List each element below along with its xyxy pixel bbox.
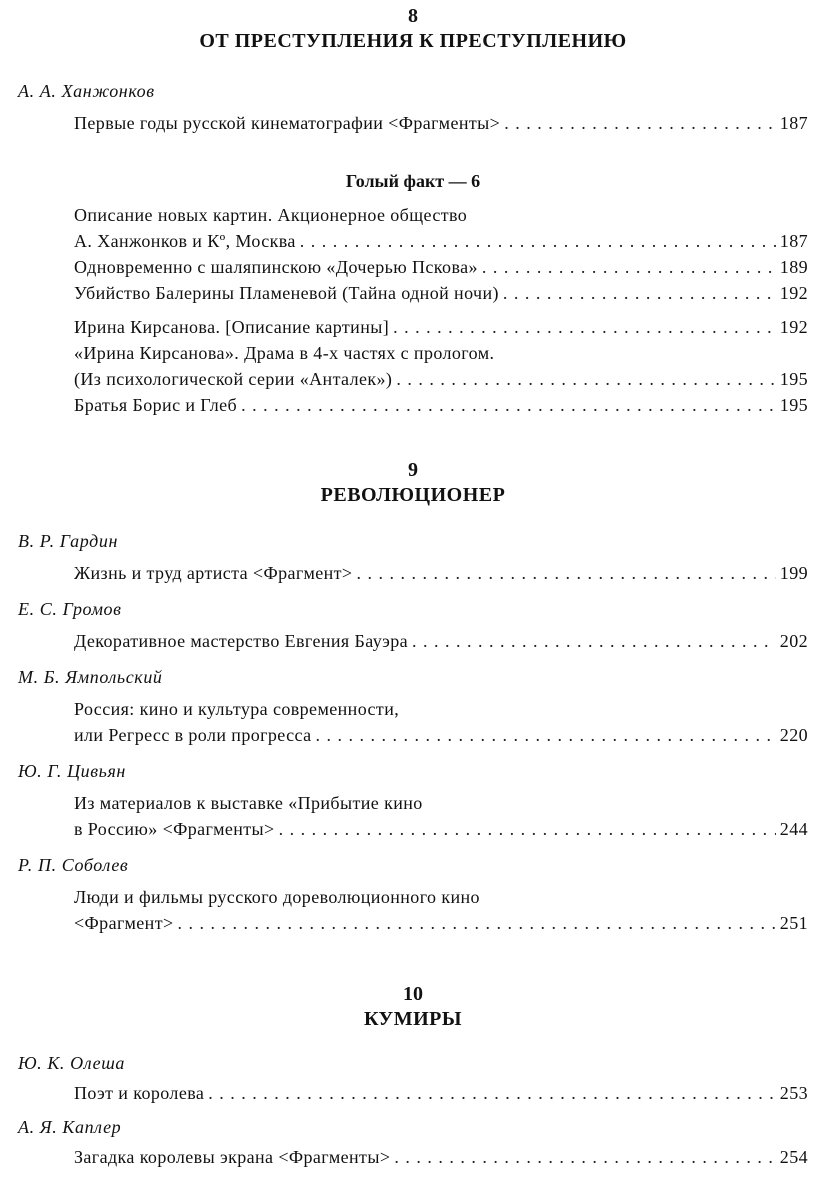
entry-title: Поэт и королева: [74, 1083, 205, 1103]
section-number: 10: [403, 983, 423, 1005]
section-8: [18, 4, 808, 54]
leader-dots: [178, 910, 776, 936]
table-of-contents-page: [18, 0, 808, 1178]
page-number: 189: [779, 257, 808, 277]
author-name: М. Б. Ямпольский: [18, 667, 163, 687]
toc-entry[interactable]: [74, 202, 808, 254]
toc-entry[interactable]: [74, 696, 808, 748]
entry-title: Одновременно с шаляпинскою «Дочерью Пскова»: [74, 257, 478, 277]
author-group: [18, 758, 808, 842]
leader-dots: [316, 722, 776, 748]
page-number: 195: [779, 395, 808, 415]
entry-title: Братья Борис и Глеб: [74, 395, 238, 415]
leader-dots: [208, 1080, 776, 1106]
toc-entry[interactable]: [74, 392, 808, 418]
author-group: [18, 1114, 808, 1170]
leader-dots: [394, 1144, 775, 1170]
entry-title-line: Россия: кино и культура современности,: [74, 699, 400, 719]
section-number: 9: [408, 459, 418, 481]
author-group: [18, 596, 808, 654]
section-title: ОТ ПРЕСТУПЛЕНИЯ К ПРЕСТУПЛЕНИЮ: [199, 30, 627, 52]
page-number: 254: [779, 1147, 808, 1167]
leader-dots: [503, 280, 776, 306]
author-name: В. Р. Гардин: [18, 531, 118, 551]
entry-title: Первые годы русской кинематографии <Фрагменты>: [74, 113, 501, 133]
leader-dots: [396, 366, 775, 392]
toc-entry[interactable]: [74, 628, 808, 654]
author-name: Ю. Г. Цивьян: [18, 761, 126, 781]
subsection-title: Голый факт — 6: [345, 171, 481, 191]
entry-title: Жизнь и труд артиста <Фрагмент>: [74, 563, 353, 583]
author-name: А. Я. Каплер: [18, 1117, 122, 1137]
author-name: Е. С. Громов: [18, 599, 122, 619]
toc-entry[interactable]: [74, 110, 808, 136]
section-9: [18, 458, 808, 508]
leader-dots: [279, 816, 776, 842]
section-number: 8: [408, 5, 418, 27]
entry-title-line: «Ирина Кирсанова». Драма в 4-х частях с прологом.: [74, 343, 495, 363]
entry-title: А. Ханжонков и Кº, Москва: [74, 231, 296, 251]
page-number: 195: [779, 369, 808, 389]
entry-title-line: Описание новых картин. Акционерное общество: [74, 205, 468, 225]
entry-title: (Из психологической серии «Анталек»): [74, 369, 393, 389]
leader-dots: [412, 628, 776, 654]
page-number: 192: [779, 283, 808, 303]
entry-title: Убийство Балерины Пламеневой (Тайна одной ночи): [74, 283, 499, 303]
page-number: 192: [779, 317, 808, 337]
entry-title: в Россию» <Фрагменты>: [74, 819, 275, 839]
toc-entry[interactable]: [74, 790, 808, 842]
subsection: [18, 168, 808, 194]
author-name: А. А. Ханжонков: [18, 81, 155, 101]
leader-dots: [393, 314, 776, 340]
author-group: [18, 1050, 808, 1106]
page-number: 244: [779, 819, 808, 839]
toc-entry[interactable]: [74, 1144, 808, 1170]
leader-dots: [241, 392, 776, 418]
section-title: РЕВОЛЮЦИОНЕР: [320, 484, 506, 506]
page-number: 202: [779, 631, 808, 651]
toc-entry[interactable]: [74, 254, 808, 280]
leader-dots: [300, 228, 776, 254]
toc-entry[interactable]: [74, 560, 808, 586]
author-name: Р. П. Соболев: [18, 855, 129, 875]
entry-title: <Фрагмент>: [74, 913, 174, 933]
page-number: 220: [779, 725, 808, 745]
page-number: 251: [779, 913, 808, 933]
page-number: 187: [779, 113, 808, 133]
toc-entry[interactable]: [74, 280, 808, 306]
entry-title: Загадка королевы экрана <Фрагменты>: [74, 1147, 391, 1167]
author-group: [18, 528, 808, 586]
leader-dots: [356, 560, 775, 586]
toc-entry[interactable]: [74, 1080, 808, 1106]
section-10: [18, 982, 808, 1032]
toc-entry[interactable]: [74, 884, 808, 936]
author-group: [18, 852, 808, 936]
entry-title-line: Из материалов к выставке «Прибытие кино: [74, 793, 423, 813]
section-title: КУМИРЫ: [363, 1008, 463, 1030]
leader-dots: [504, 110, 776, 136]
author-group: [18, 664, 808, 748]
author-group: [18, 78, 808, 136]
subsection-entries: [18, 202, 808, 418]
page-number: 253: [779, 1083, 808, 1103]
author-name: Ю. К. Олеша: [18, 1053, 126, 1073]
leader-dots: [482, 254, 776, 280]
page-number: 187: [779, 231, 808, 251]
toc-entry[interactable]: [74, 340, 808, 392]
page-number: 199: [779, 563, 808, 583]
entry-title: Декоративное мастерство Евгения Бауэра: [74, 631, 409, 651]
toc-entry[interactable]: [74, 314, 808, 340]
entry-title: или Регресс в роли прогресса: [74, 725, 312, 745]
entry-title: Ирина Кирсанова. [Описание картины]: [74, 317, 390, 337]
entry-title-line: Люди и фильмы русского дореволюционного кино: [74, 887, 480, 907]
